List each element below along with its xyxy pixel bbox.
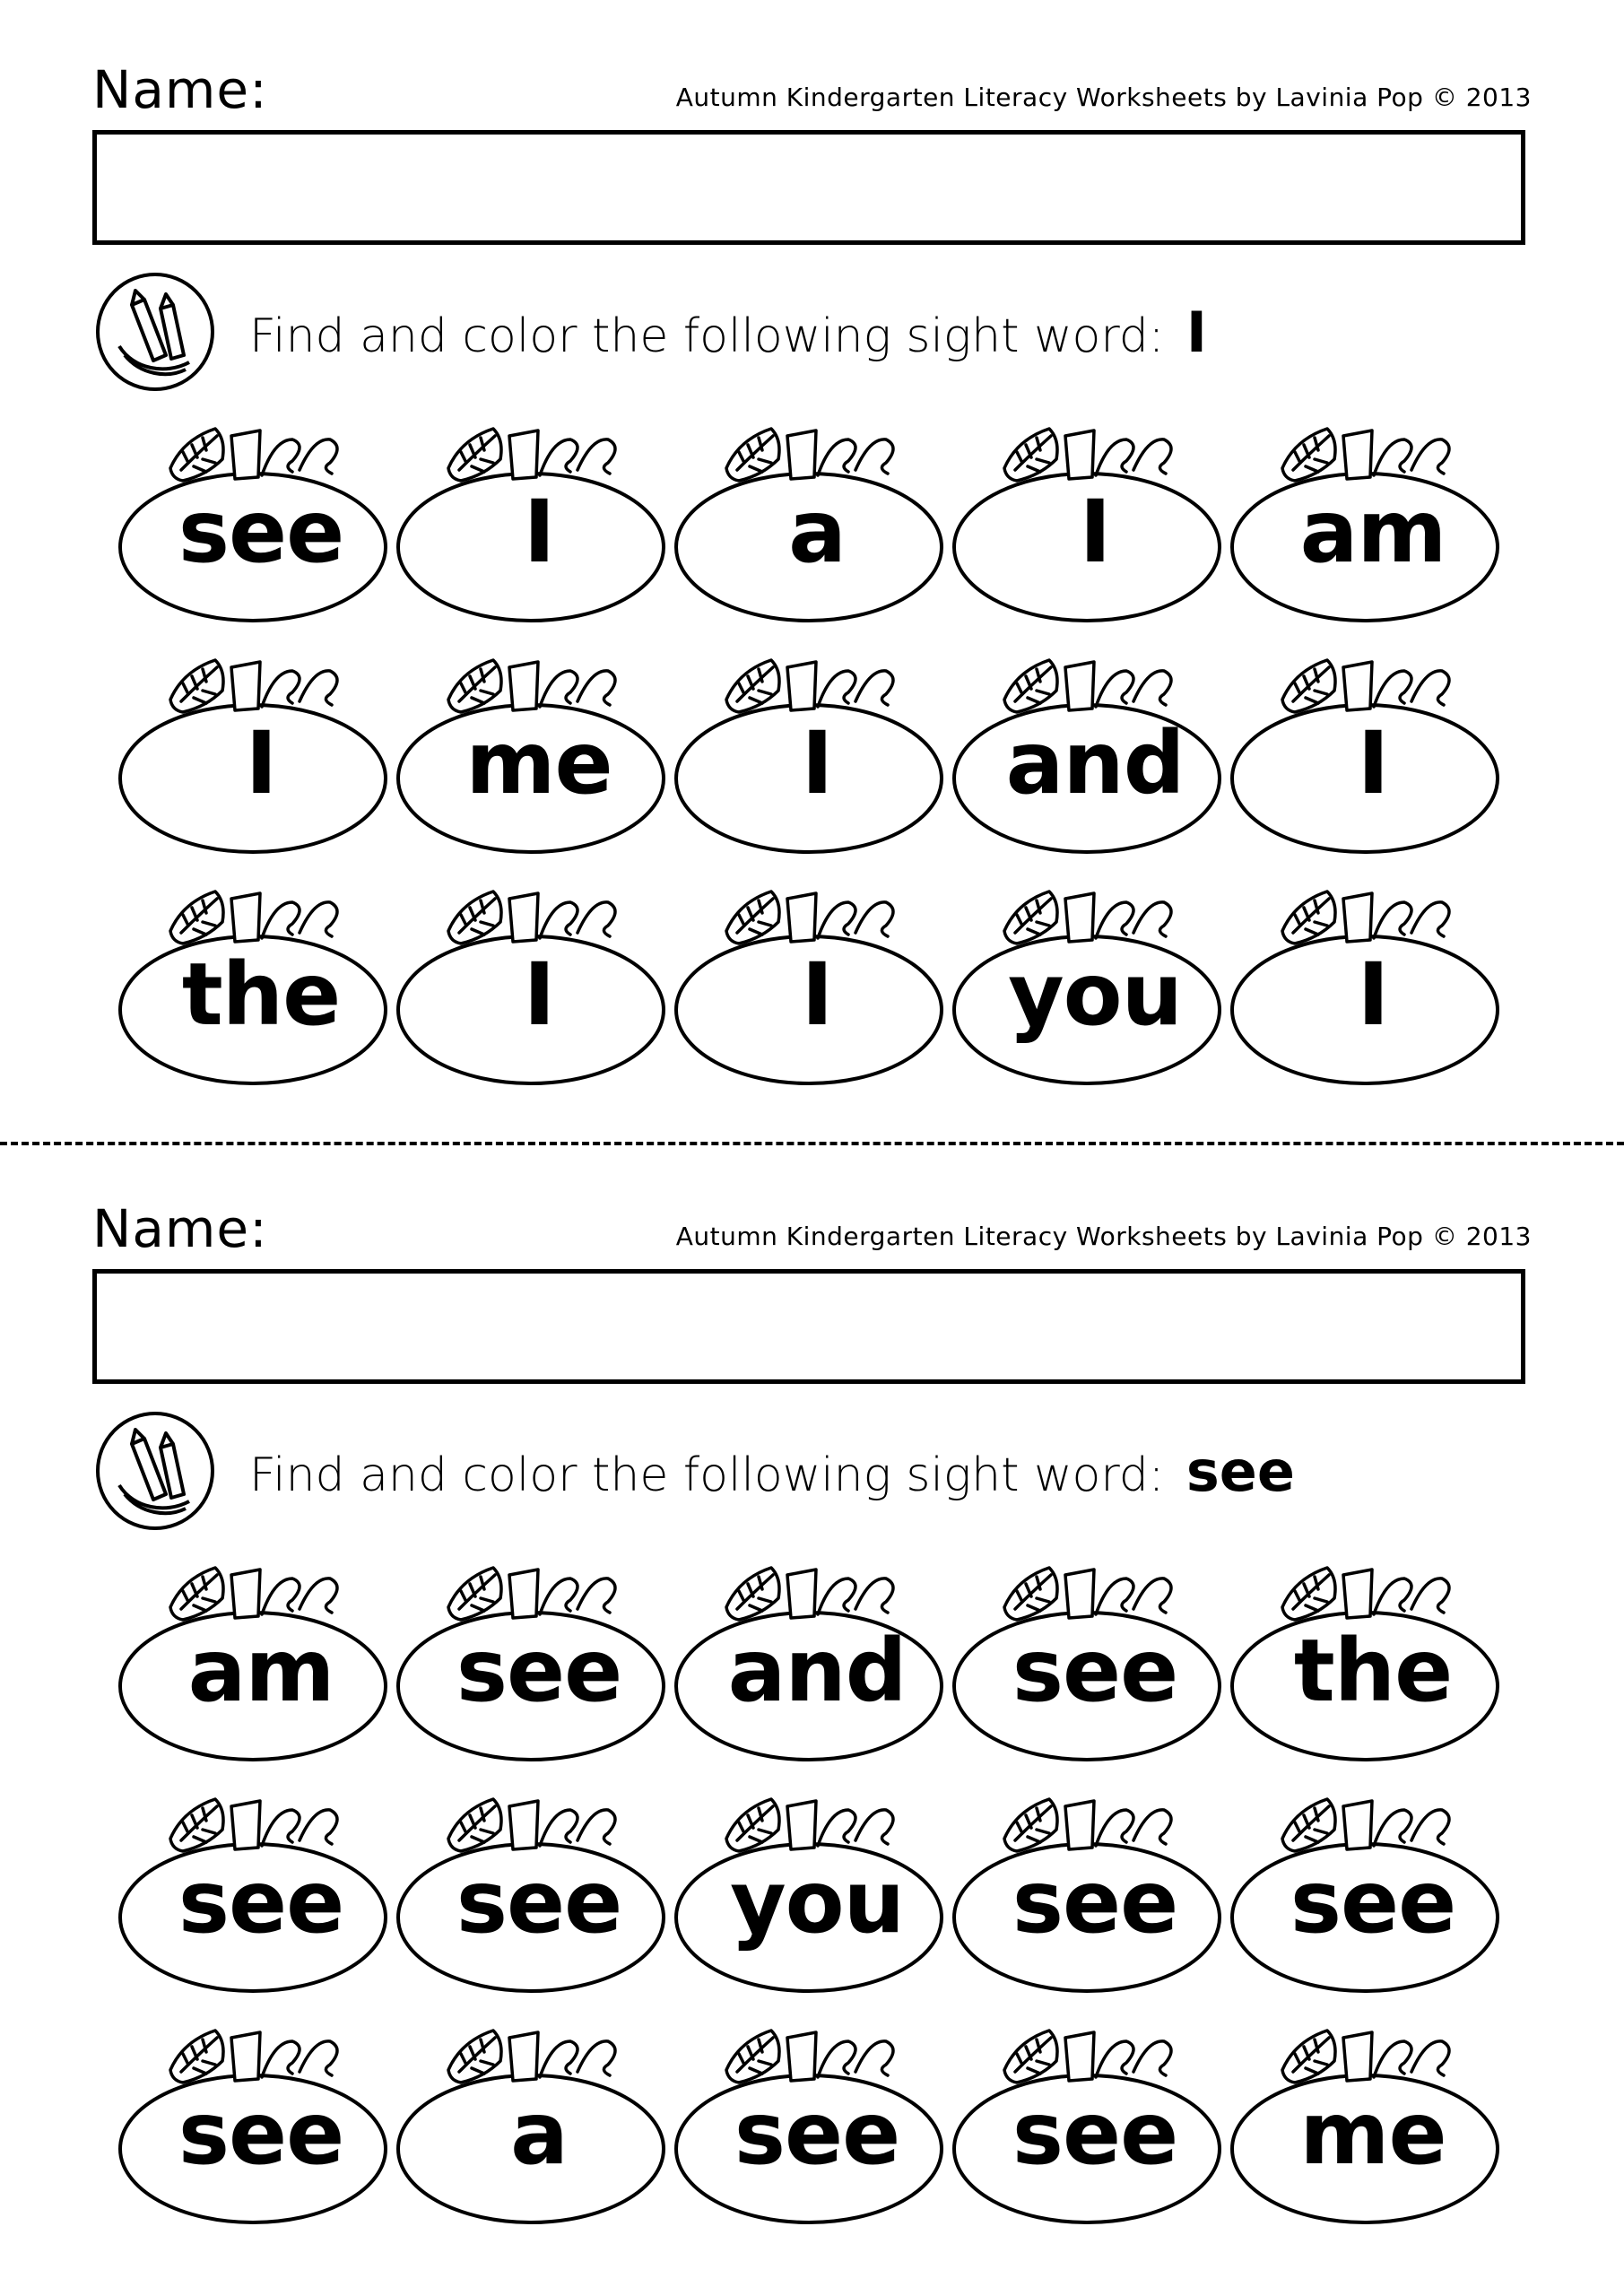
target-sight-word: I [1185,300,1207,365]
pumpkin-word-item[interactable] [673,875,960,1091]
pumpkin-word-item[interactable] [117,1552,404,1767]
sight-word-label: I [801,944,833,1045]
sight-word-label: see [178,2083,344,2184]
instruction-text: Find and color the following sight word: [249,309,1165,363]
sight-word-label: I [1357,713,1389,813]
worksheet-section-2 [0,1139,1624,2278]
sight-word-label: see [456,1852,622,1952]
pumpkin-word-item[interactable] [1229,413,1515,628]
sight-word-label: I [801,713,833,813]
sight-word-label: see [178,1852,344,1952]
pumpkin-word-item[interactable] [117,644,404,859]
pumpkin-word-item[interactable] [1229,2014,1515,2230]
pumpkin-word-item[interactable] [117,2014,404,2230]
pumpkin-word-item[interactable] [951,2014,1238,2230]
sight-word-label: a [788,482,846,582]
pumpkin-word-item[interactable] [395,644,682,859]
sight-word-label: you [1008,944,1182,1045]
sight-word-label: and [1005,713,1185,813]
pumpkin-word-item[interactable] [1229,644,1515,859]
sight-word-label: me [1299,2083,1446,2184]
credit-text: Autumn Kindergarten Literacy Worksheets by Lavinia Pop © 2013 [675,83,1532,112]
pumpkin-word-item[interactable] [395,1783,682,1998]
pumpkin-word-item[interactable] [673,2014,960,2230]
pumpkin-word-item[interactable] [1229,1552,1515,1767]
pumpkin-word-item[interactable] [951,875,1238,1091]
sight-word-label: see [1290,1852,1456,1952]
pumpkin-word-item[interactable] [951,413,1238,628]
name-label: Name: [92,1198,268,1259]
sight-word-label: I [523,482,555,582]
sight-word-label: the [181,944,341,1045]
sight-word-label: see [1012,1852,1178,1952]
pumpkin-word-item[interactable] [951,1552,1238,1767]
sight-word-label: a [510,2083,568,2184]
sight-word-label: I [523,944,555,1045]
pumpkin-word-item[interactable] [673,413,960,628]
pumpkin-word-item[interactable] [117,1783,404,1998]
pumpkin-grid [0,1139,1624,2278]
sight-word-label: me [465,713,612,813]
pumpkin-word-item[interactable] [673,644,960,859]
pumpkin-word-item[interactable] [395,1552,682,1767]
pumpkin-word-item[interactable] [1229,1783,1515,1998]
worksheet-section-1 [0,0,1624,1139]
pumpkin-word-item[interactable] [951,1783,1238,1998]
sight-word-label: see [178,482,344,582]
sight-word-label: see [1012,1621,1178,1721]
sight-word-label: I [1079,482,1111,582]
sight-word-label: see [1012,2083,1178,2184]
sight-word-label: am [1299,482,1446,582]
sight-word-label: and [727,1621,907,1721]
credit-text: Autumn Kindergarten Literacy Worksheets by Lavinia Pop © 2013 [675,1222,1532,1251]
sight-word-label: see [734,2083,900,2184]
sight-word-label: am [187,1621,334,1721]
pumpkin-word-item[interactable] [673,1552,960,1767]
sight-word-label: you [730,1852,904,1952]
pumpkin-word-item[interactable] [1229,875,1515,1091]
sight-word-label: I [1357,944,1389,1045]
pumpkin-word-item[interactable] [117,413,404,628]
sight-word-label: see [456,1621,622,1721]
name-label: Name: [92,59,268,120]
pumpkin-word-item[interactable] [395,875,682,1091]
sight-word-label: the [1293,1621,1453,1721]
pumpkin-word-item[interactable] [673,1783,960,1998]
pumpkin-word-item[interactable] [117,875,404,1091]
pumpkin-word-item[interactable] [395,2014,682,2230]
pumpkin-word-item[interactable] [395,413,682,628]
pumpkin-word-item[interactable] [951,644,1238,859]
sight-word-label: I [245,713,277,813]
pumpkin-grid [0,0,1624,1139]
instruction-text: Find and color the following sight word: [249,1448,1165,1502]
target-sight-word: see [1185,1439,1295,1504]
